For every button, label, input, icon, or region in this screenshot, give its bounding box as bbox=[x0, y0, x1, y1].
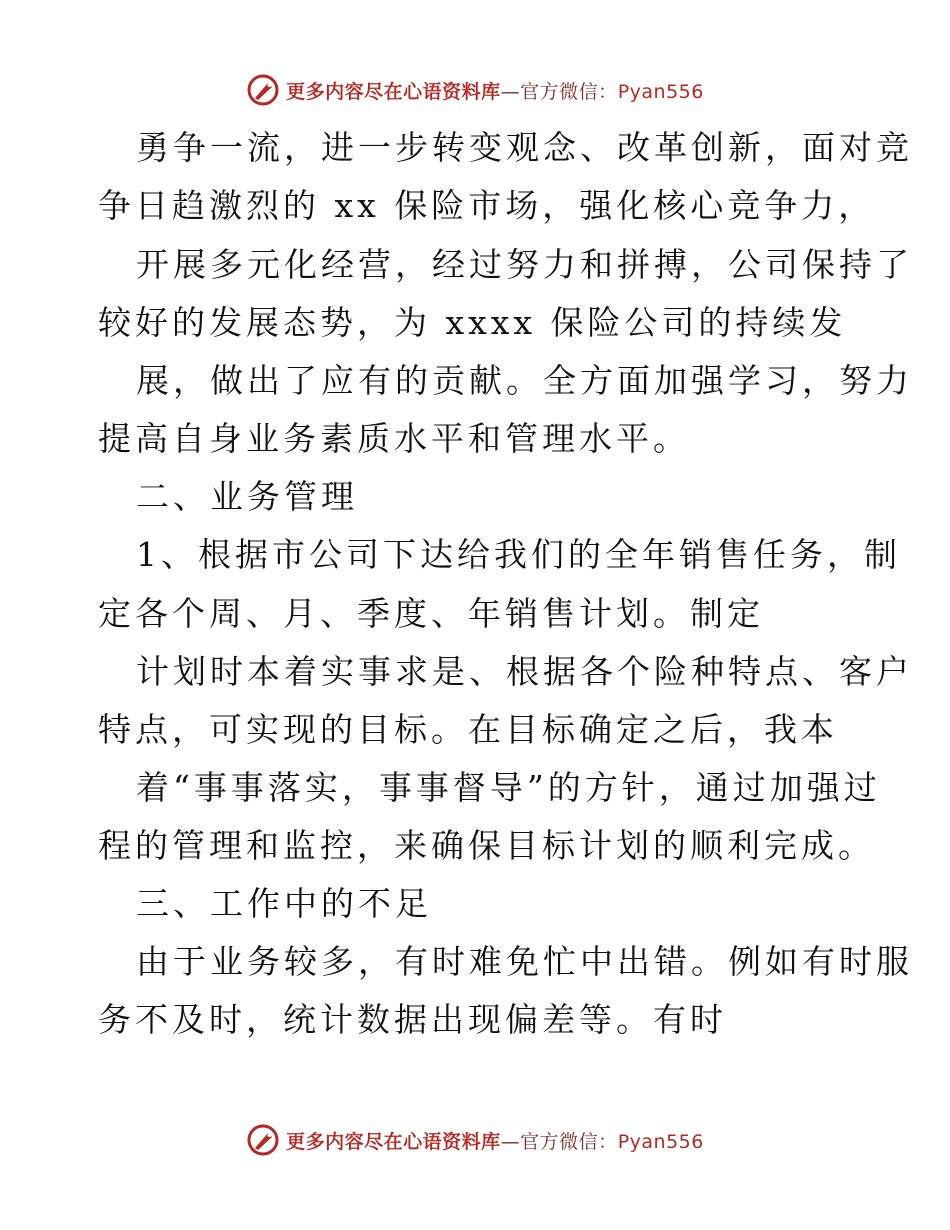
body-line: 计划时本着实事求是、根据各个险种特点、客户 bbox=[136, 652, 913, 691]
banner-wechat-id: Pyan556 bbox=[617, 1130, 704, 1153]
body-line: 展，做出了应有的贡献。全方面加强学习，努力 bbox=[136, 361, 913, 400]
banner-dash: — bbox=[500, 1130, 521, 1153]
body-line: 定各个周、月、季度、年销售计划。制定 bbox=[98, 594, 764, 633]
banner-sub-text: 官方微信： bbox=[520, 1130, 618, 1153]
body-line: 较好的发展态势，为 xxxx 保险公司的持续发 bbox=[98, 303, 847, 342]
banner-text bbox=[286, 1127, 704, 1154]
section-heading: 二、业务管理 bbox=[136, 477, 358, 516]
section-heading: 三、工作中的不足 bbox=[136, 884, 432, 923]
banner-sub-text: 官方微信： bbox=[520, 80, 618, 103]
banner-main-text: 更多内容尽在心语资料库 bbox=[286, 1130, 501, 1153]
footer-banner bbox=[0, 1120, 950, 1160]
body-line: 特点，可实现的目标。在目标确定之后，我本 bbox=[98, 710, 838, 749]
banner-main-text: 更多内容尽在心语资料库 bbox=[286, 80, 501, 103]
body-line: 由于业务较多，有时难免忙中出错。例如有时服 bbox=[136, 942, 913, 981]
body-line: 程的管理和监控，来确保目标计划的顺利完成。 bbox=[98, 826, 875, 865]
banner-dash: — bbox=[500, 80, 521, 103]
body-line: 1、根据市公司下达给我们的全年销售任务，制 bbox=[136, 535, 901, 574]
body-line: 务不及时，统计数据出现偏差等。有时 bbox=[98, 1000, 727, 1039]
body-line: 着“事事落实，事事督导”的方针，通过加强过 bbox=[136, 768, 881, 807]
pen-nib-logo-icon bbox=[246, 1123, 280, 1157]
banner-wechat-id: Pyan556 bbox=[617, 80, 704, 103]
body-line: 争日趋激烈的 xx 保险市场，强化核心竞争力， bbox=[98, 186, 876, 225]
body-line: 开展多元化经营，经过努力和拼搏，公司保持了 bbox=[136, 245, 913, 284]
body-line: 提高自身业务素质水平和管理水平。 bbox=[98, 419, 690, 458]
body-line: 勇争一流，进一步转变观念、改革创新，面对竞 bbox=[136, 128, 913, 167]
